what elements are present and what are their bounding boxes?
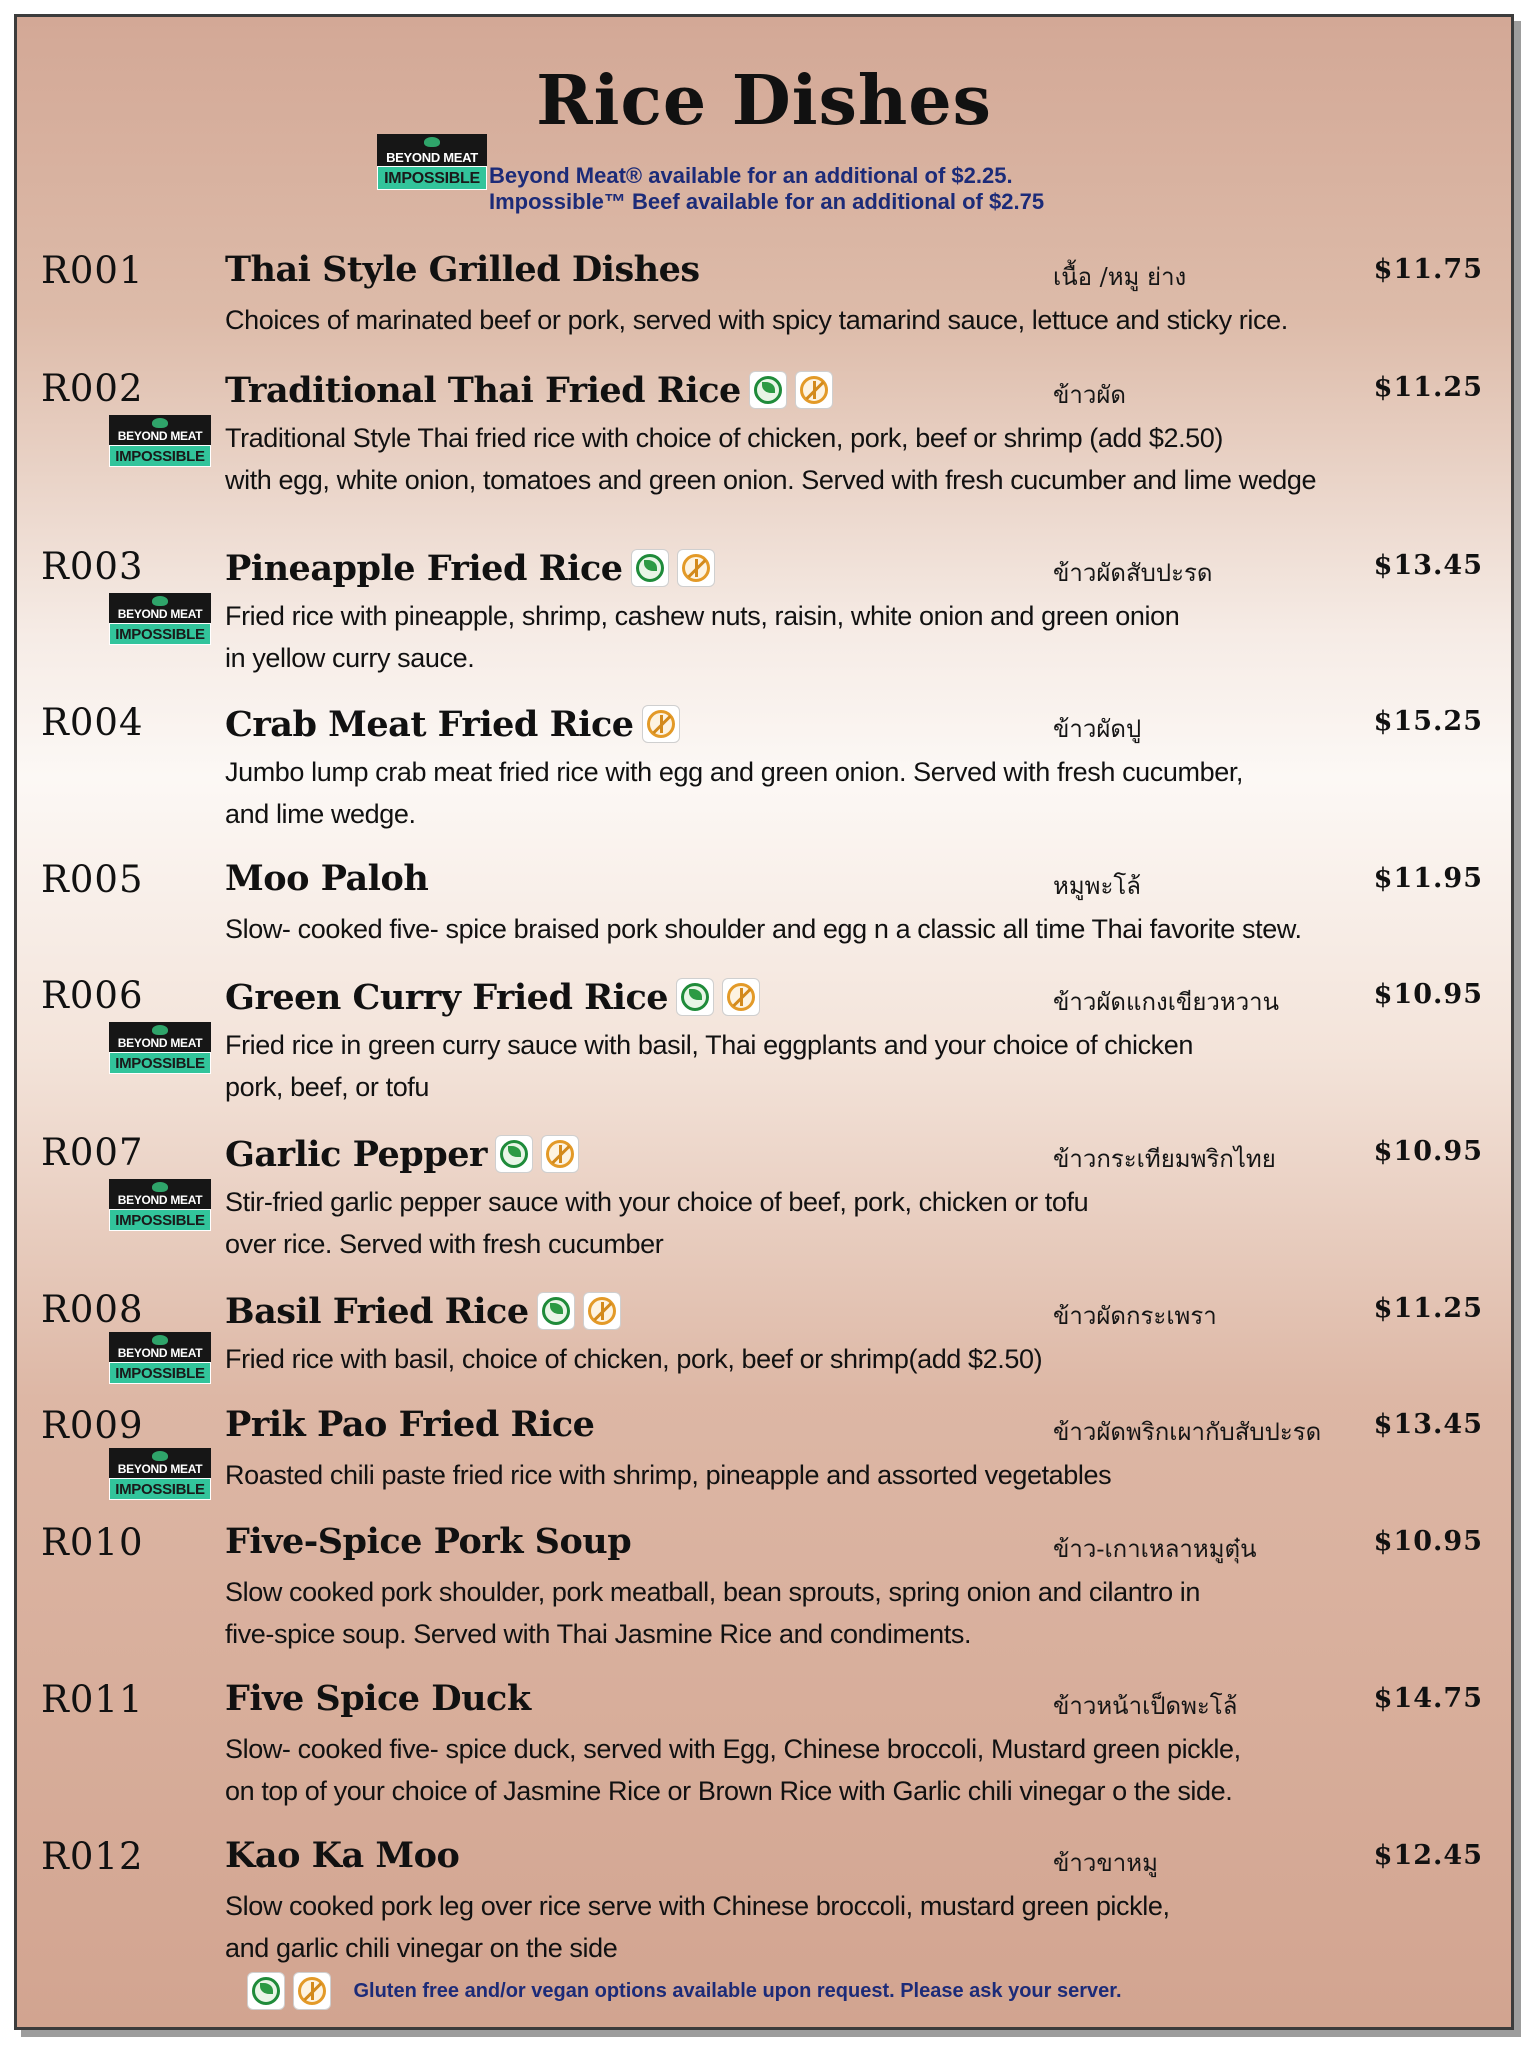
vegan-icon	[631, 549, 669, 587]
promo-text	[489, 163, 1044, 215]
item-code: R009	[41, 1404, 144, 1447]
impossible-logo: IMPOSSIBLE	[109, 623, 211, 645]
item-description: Slow cooked pork shoulder, pork meatball, bean sprouts, spring onion and cilantro in five-spice soup. Served with Thai Jasmine Rice and condiments.	[225, 1577, 1200, 1649]
meat-substitute-logos	[109, 593, 211, 645]
item-thai-name: ข้าวขาหมู	[1053, 1849, 1158, 1877]
gluten-free-icon	[293, 1972, 331, 2010]
gluten-free-icon	[677, 549, 715, 587]
item-code: R012	[41, 1835, 144, 1878]
bull-icon	[152, 418, 168, 428]
item-price: $11.75	[1373, 254, 1483, 285]
item-thai-name: ข้าวผัดพริกเผากับสับปะรด	[1053, 1418, 1322, 1446]
item-name: Garlic Pepper	[225, 1131, 587, 1175]
item-thai-name: ข้าวหน้าเป็ดพะโล้	[1053, 1692, 1238, 1720]
item-name: Five Spice Duck	[225, 1678, 531, 1719]
item-code: R010	[41, 1521, 144, 1564]
impossible-logo: IMPOSSIBLE	[109, 1362, 211, 1384]
item-description: Fried rice with pineapple, shrimp, cashew nuts, raisin, white onion and green onion in yellow curry sauce.	[225, 601, 1180, 673]
item-thai-name: ข้าวผัดสับปะรด	[1053, 559, 1213, 587]
item-name: Moo Paloh	[225, 858, 429, 899]
item-code: R002	[41, 367, 144, 410]
promo-logos	[377, 134, 487, 190]
beyond-promo: Beyond Meat® available for an additional of $2.25.	[489, 163, 1013, 188]
item-code: R005	[41, 858, 144, 901]
item-price: $11.25	[1373, 1293, 1483, 1324]
bull-icon	[152, 596, 168, 606]
item-code: R004	[41, 701, 144, 744]
item-description: Jumbo lump crab meat fried rice with egg and green onion. Served with fresh cucumber, and lime wedge.	[225, 757, 1244, 829]
vegan-icon	[676, 978, 714, 1016]
item-code: R003	[41, 545, 144, 588]
beyond-meat-logo: BEYOND MEAT	[109, 1448, 211, 1478]
item-code: R011	[41, 1678, 144, 1721]
item-price: $14.75	[1373, 1683, 1483, 1714]
item-name: Crab Meat Fried Rice	[225, 701, 688, 745]
item-code: R006	[41, 974, 144, 1017]
page-title: Rice Dishes	[536, 61, 992, 141]
item-description: Slow- cooked five- spice duck, served with Egg, Chinese broccoli, Mustard green pickle, on top of your choice of Jasmine Rice or Brown Rice with Garlic chili vinegar o the side.	[225, 1734, 1241, 1806]
impossible-logo: IMPOSSIBLE	[109, 445, 211, 467]
item-description: Stir-fried garlic pepper sauce with your choice of beef, pork, chicken or tofu over rice. Served with fresh cucumber	[225, 1187, 1089, 1259]
item-description: Slow cooked pork leg over rice serve with Chinese broccoli, mustard green pickle, and garlic chili vinegar on the side	[225, 1891, 1170, 1963]
vegan-icon	[495, 1135, 533, 1173]
menu-page	[14, 14, 1514, 2030]
gluten-free-icon	[541, 1135, 579, 1173]
item-description: Fried rice with basil, choice of chicken, pork, beef or shrimp(add $2.50)	[225, 1344, 1043, 1374]
item-name: Basil Fried Rice	[225, 1288, 629, 1332]
beyond-meat-logo: BEYOND MEAT	[109, 415, 211, 445]
item-thai-name: ข้าวผัดกระเพรา	[1053, 1302, 1217, 1330]
bull-icon	[152, 1182, 168, 1192]
impossible-logo: IMPOSSIBLE	[109, 1052, 211, 1074]
item-code: R001	[41, 249, 144, 292]
impossible-promo: Impossible™ Beef available for an additional of $2.75	[489, 189, 1045, 214]
bull-icon	[152, 1451, 168, 1461]
beyond-meat-logo: BEYOND MEAT	[109, 1022, 211, 1052]
gluten-free-icon	[795, 371, 833, 409]
item-thai-name: ข้าวผัดแกงเขียวหวาน	[1053, 988, 1280, 1016]
item-description: Fried rice in green curry sauce with basil, Thai eggplants and your choice of chicken pork, beef, or tofu	[225, 1030, 1194, 1102]
vegan-icon	[247, 1972, 285, 2010]
beyond-meat-logo: BEYOND MEAT	[109, 1332, 211, 1362]
meat-substitute-logos	[109, 1022, 211, 1074]
beyond-meat-logo: BEYOND MEAT	[109, 593, 211, 623]
item-description: Roasted chili paste fried rice with shrimp, pineapple and assorted vegetables	[225, 1460, 1112, 1490]
meat-substitute-logos	[109, 1332, 211, 1384]
meat-substitute-logos	[109, 415, 211, 467]
item-name: Thai Style Grilled Dishes	[225, 249, 700, 290]
item-thai-name: ข้าวกระเทียมพริกไทย	[1053, 1145, 1276, 1173]
item-name: Traditional Thai Fried Rice	[225, 367, 841, 411]
footer-text: Gluten free and/or vegan options available upon request. Please ask your server.	[353, 1979, 1122, 2002]
item-price: $10.95	[1373, 979, 1483, 1010]
footer-note	[247, 1972, 1122, 2010]
item-price: $10.95	[1373, 1526, 1483, 1557]
beyond-meat-logo: BEYOND MEAT	[109, 1179, 211, 1209]
impossible-logo: IMPOSSIBLE	[109, 1209, 211, 1231]
item-price: $13.45	[1373, 1409, 1483, 1440]
beyond-meat-logo: BEYOND MEAT	[377, 134, 487, 166]
bull-icon	[152, 1025, 168, 1035]
item-price: $11.95	[1373, 863, 1483, 894]
item-description: Choices of marinated beef or pork, served with spicy tamarind sauce, lettuce and sticky rice.	[225, 305, 1288, 335]
item-price: $10.95	[1373, 1136, 1483, 1167]
item-name: Kao Ka Moo	[225, 1835, 460, 1876]
meat-substitute-logos	[109, 1179, 211, 1231]
impossible-logo: IMPOSSIBLE	[377, 166, 487, 190]
gluten-free-icon	[583, 1292, 621, 1330]
item-name: Pineapple Fried Rice	[225, 545, 723, 589]
item-price: $13.45	[1373, 550, 1483, 581]
item-description: Traditional Style Thai fried rice with choice of chicken, pork, beef or shrimp (add $2.50) with egg, white onion, tomatoes and green onion. Served with fresh cucumber and lime wedge	[225, 423, 1317, 495]
item-name: Prik Pao Fried Rice	[225, 1404, 595, 1445]
gluten-free-icon	[722, 978, 760, 1016]
item-price: $11.25	[1373, 372, 1483, 403]
item-thai-name: ข้าว-เกาเหลาหมูตุ๋น	[1053, 1535, 1257, 1563]
item-price: $15.25	[1373, 706, 1483, 737]
item-thai-name: เนื้อ /หมู ย่าง	[1053, 263, 1187, 291]
item-thai-name: หมูพะโล้	[1053, 872, 1141, 900]
item-code: R008	[41, 1288, 144, 1331]
item-price: $12.45	[1373, 1840, 1483, 1871]
meat-substitute-logos	[109, 1448, 211, 1500]
item-name: Five-Spice Pork Soup	[225, 1521, 632, 1562]
item-description: Slow- cooked five- spice braised pork shoulder and egg n a classic all time Thai favorite stew.	[225, 914, 1302, 944]
item-code: R007	[41, 1131, 144, 1174]
item-thai-name: ข้าวผัดปู	[1053, 715, 1142, 743]
vegan-icon	[749, 371, 787, 409]
item-thai-name: ข้าวผัด	[1053, 381, 1127, 409]
bull-icon	[152, 1335, 168, 1345]
vegan-icon	[537, 1292, 575, 1330]
impossible-logo: IMPOSSIBLE	[109, 1478, 211, 1500]
item-name: Green Curry Fried Rice	[225, 974, 768, 1018]
gluten-free-icon	[642, 705, 680, 743]
bull-icon	[424, 137, 440, 147]
